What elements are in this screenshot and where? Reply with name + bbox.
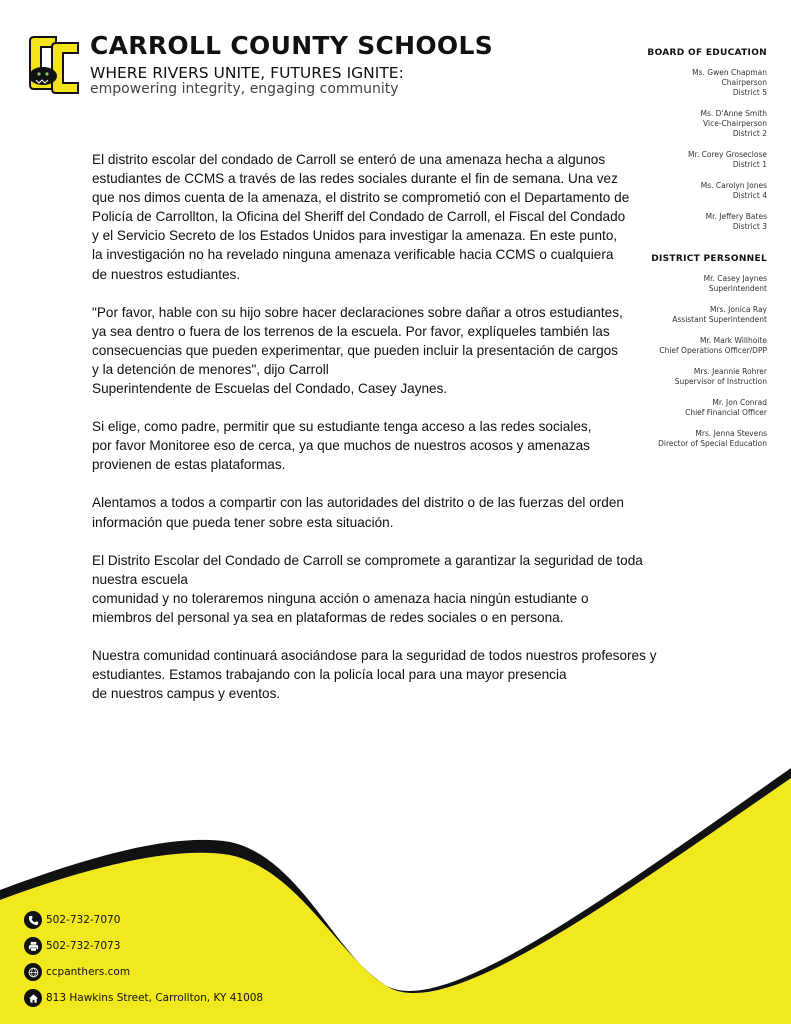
board-member bbox=[567, 68, 767, 98]
text-line: comunidad y no toleraremos ninguna acción o amenaza hacia ningún estudiante o bbox=[92, 590, 589, 606]
paragraph-parent-monitoring bbox=[92, 417, 692, 474]
text-line: estudiantes de CCMS a través de las redes sociales durante el fin de semana. Una vez bbox=[92, 171, 618, 187]
contact-website[interactable] bbox=[24, 963, 130, 981]
member-name: Ms. Carolyn Jones bbox=[700, 181, 767, 190]
text-line: miembros del personal ya sea en plataformas de redes sociales o en persona. bbox=[92, 609, 564, 625]
text-line: la investigación no ha revelado ninguna amenaza verificable hacia CCMS o cualquiera bbox=[92, 247, 614, 263]
paragraph-share-info bbox=[92, 493, 692, 531]
phone-icon bbox=[24, 911, 42, 929]
text-line: y el Servicio Secreto de los Estados Unidos para investigar la amenaza. En este punto, bbox=[92, 228, 618, 244]
member-role: Chief Financial Officer bbox=[685, 408, 767, 417]
text-line: por favor Monitoree eso de cerca, ya que muchos de nuestros acosos y amenazas bbox=[92, 438, 590, 454]
board-member bbox=[567, 109, 767, 139]
tagline: WHERE RIVERS UNITE, FUTURES IGNITE: bbox=[90, 64, 404, 82]
text-line: nuestra escuela bbox=[92, 571, 188, 587]
member-name: Mr. Corey Groseclose bbox=[688, 150, 767, 159]
paragraph-superintendent-quote bbox=[92, 303, 692, 398]
footer-wave bbox=[0, 760, 791, 1024]
street-address: 813 Hawkins Street, Carrollton, KY 41008 bbox=[46, 992, 264, 1004]
org-name: CARROLL COUNTY SCHOOLS bbox=[90, 31, 494, 60]
paragraph-threat-notice bbox=[92, 150, 692, 284]
member-name: Mrs. Jeannie Rohrer bbox=[693, 367, 767, 376]
contact-fax bbox=[24, 937, 120, 955]
member-role: Superintendent bbox=[708, 284, 767, 293]
text-line: "Por favor, hable con su hijo sobre hacer declaraciones sobre dañar a otros estudiantes, bbox=[92, 304, 623, 320]
text-line: ya sea dentro o fuera de los terrenos de la escuela. Por favor, explíqueles también las bbox=[92, 323, 610, 339]
member-district: District 2 bbox=[732, 129, 767, 138]
member-name: Mrs. Jonica Ray bbox=[709, 305, 767, 314]
globe-icon bbox=[24, 963, 42, 981]
member-name: Mr. Jeffery Bates bbox=[705, 212, 767, 221]
paragraph-community-partnership bbox=[92, 646, 692, 703]
phone-number: 502-732-7070 bbox=[46, 914, 121, 926]
member-role: District 3 bbox=[732, 222, 767, 231]
text-line: Alentamos a todos a compartir con las autoridades del distrito o de las fuerzas del orden bbox=[92, 495, 624, 511]
member-name: Mr. Jon Conrad bbox=[712, 398, 767, 407]
member-district: District 5 bbox=[732, 88, 767, 97]
personnel-heading: DISTRICT PERSONNEL bbox=[651, 254, 767, 264]
member-role: Chief Operations Officer/DPP bbox=[659, 346, 767, 355]
member-name: Ms. Gwen Chapman bbox=[692, 68, 767, 77]
member-role: Vice-Chairperson bbox=[703, 119, 767, 128]
member-role: District 4 bbox=[732, 191, 767, 200]
member-role: Chairperson bbox=[721, 78, 767, 87]
fax-number: 502-732-7073 bbox=[46, 940, 121, 952]
text-line: de nuestros campus y eventos. bbox=[92, 686, 281, 702]
text-line: El distrito escolar del condado de Carroll se enteró de una amenaza hecha a algunos bbox=[92, 152, 606, 167]
text-line: Superintendente de Escuelas del Condado, Casey Jaynes. bbox=[92, 381, 448, 397]
letter-body bbox=[92, 150, 692, 722]
home-icon bbox=[24, 989, 42, 1007]
member-role: Director of Special Education bbox=[658, 439, 767, 448]
cc-panther-logo bbox=[26, 33, 82, 97]
text-line: Nuestra comunidad continuará asociándose para la seguridad de todos nuestros profesores y bbox=[92, 647, 657, 663]
member-name: Mr. Mark Willhoite bbox=[700, 336, 767, 345]
text-line: consecuencias que pueden experimentar, que pueden incluir la presentación de cargos bbox=[92, 342, 618, 358]
contact-phone bbox=[24, 911, 120, 929]
paragraph-safety-commitment bbox=[92, 551, 692, 627]
member-role: Supervisor of Instruction bbox=[674, 377, 767, 386]
text-line: que nos dimos cuenta de la amenaza, el distrito se comprometió con el Departamento de bbox=[92, 190, 630, 206]
website-link[interactable]: ccpanthers.com bbox=[46, 966, 131, 978]
board-heading: BOARD OF EDUCATION bbox=[647, 48, 767, 58]
member-role: District 1 bbox=[732, 160, 767, 169]
text-line: de nuestros estudiantes. bbox=[92, 266, 241, 282]
member-role: Assistant Superintendent bbox=[672, 315, 767, 324]
contact-address bbox=[24, 989, 263, 1007]
text-line: El Distrito Escolar del Condado de Carroll se compromete a garantizar la seguridad de toda bbox=[92, 552, 643, 568]
text-line: provienen de estas plataformas. bbox=[92, 457, 286, 473]
fax-icon bbox=[24, 937, 42, 955]
subtagline: empowering integrity, engaging community bbox=[90, 81, 399, 97]
text-line: información que pueda tener sobre esta situación. bbox=[92, 514, 394, 530]
text-line: Si elige, como padre, permitir que su estudiante tenga acceso a las redes sociales, bbox=[92, 419, 592, 435]
member-name: Mr. Casey Jaynes bbox=[703, 274, 767, 283]
member-name: Ms. D'Anne Smith bbox=[700, 109, 767, 118]
text-line: y la detención de menores", dijo Carroll bbox=[92, 361, 329, 377]
text-line: Policía de Carrollton, la Oficina del Sheriff del Condado de Carroll, el Fiscal del Condado bbox=[92, 209, 626, 225]
member-name: Mrs. Jenna Stevens bbox=[695, 429, 767, 438]
text-line: estudiantes. Estamos trabajando con la policía local para una mayor presencia bbox=[92, 667, 567, 683]
